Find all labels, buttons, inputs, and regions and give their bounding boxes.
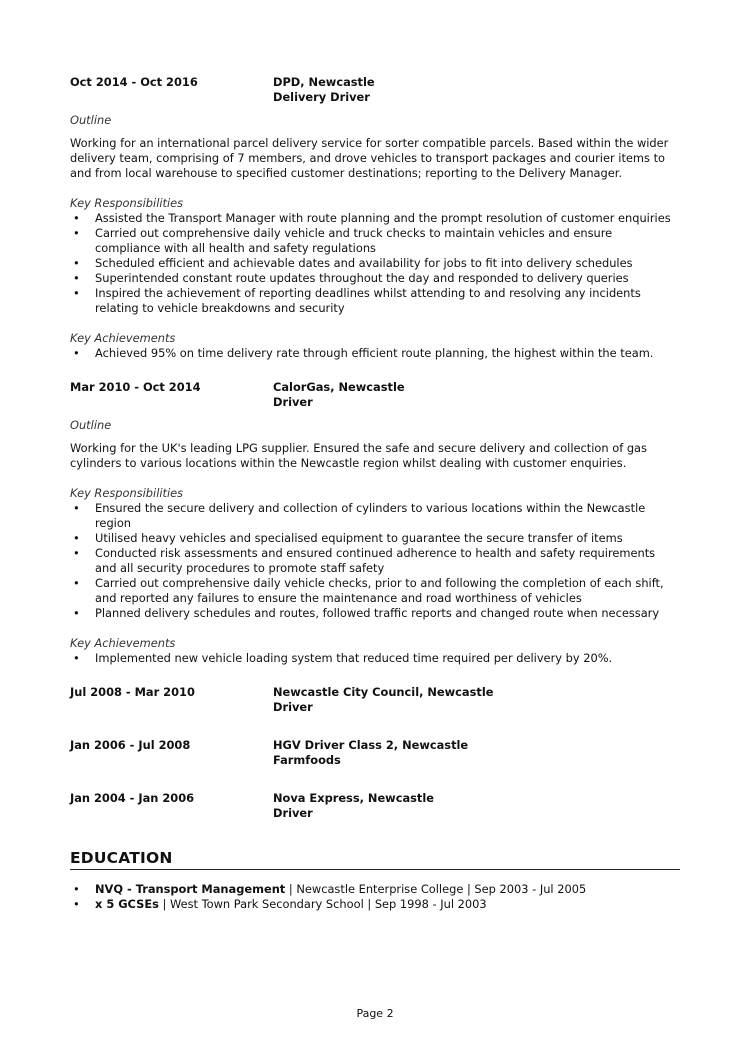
- responsibilities-label: Key Responsibilities: [70, 486, 184, 500]
- achievements-label: Key Achievements: [70, 331, 176, 345]
- role-dates: Mar 2010 - Oct 2014: [70, 380, 201, 394]
- qualification-details: | West Town Park Secondary School | Sep 1998 - Jul 2003: [158, 897, 487, 911]
- achievements-list: [70, 651, 680, 666]
- role-title: Farmfoods: [273, 753, 341, 767]
- education-list: [70, 882, 680, 912]
- list-item: • Implemented new vehicle loading system that reduced time required per delivery by 20%.: [70, 651, 680, 666]
- list-item: • Planned delivery schedules and routes, followed traffic reports and changed route when necessary: [70, 606, 680, 621]
- role-section-short: [70, 685, 680, 715]
- list-item: • Superintended constant route updates throughout the day and responded to delivery queries: [70, 271, 680, 286]
- role-header: [70, 380, 680, 410]
- list-item: • Conducted risk assessments and ensured continued adherence to health and safety requirements and all security procedures to promote staff safety: [70, 546, 680, 576]
- role-header: [70, 738, 680, 768]
- responsibilities-label: Key Responsibilities: [70, 196, 184, 210]
- list-item: [70, 882, 680, 897]
- responsibilities-list: [70, 501, 680, 621]
- list-item: • Achieved 95% on time delivery rate through efficient route planning, the highest within the team.: [70, 346, 680, 361]
- list-item: • Ensured the secure delivery and collection of cylinders to various locations within the Newcastle region: [70, 501, 680, 531]
- role-header: [70, 75, 680, 105]
- list-item: • Scheduled efficient and achievable dates and availability for jobs to fit into delivery schedules: [70, 256, 680, 271]
- role-header: [70, 685, 680, 715]
- outline-label: Outline: [70, 113, 112, 127]
- list-item: • Assisted the Transport Manager with route planning and the prompt resolution of customer enquiries: [70, 211, 680, 226]
- role-employer: HGV Driver Class 2, Newcastle: [273, 738, 469, 752]
- role-employer: Newcastle City Council, Newcastle: [273, 685, 494, 699]
- role-dates: Jan 2004 - Jan 2006: [70, 791, 195, 805]
- resume-page-content: [70, 75, 680, 912]
- qualification-name: x 5 GCSEs: [95, 897, 159, 911]
- education-section: [70, 851, 680, 912]
- list-item: • Carried out comprehensive daily vehicle and truck checks to maintain vehicles and ensure compliance with all health and safety regulations: [70, 226, 680, 256]
- role-section-short: [70, 791, 680, 821]
- list-item: [70, 897, 680, 912]
- list-item: • Carried out comprehensive daily vehicle checks, prior to and following the completion of each shift, and reported any failures to ensure the maintenance and road worthiness of vehicles: [70, 576, 680, 606]
- role-dates: Oct 2014 - Oct 2016: [70, 75, 198, 89]
- page-number: Page 2: [356, 1007, 394, 1020]
- role-title: Driver: [273, 806, 313, 820]
- role-section-short: [70, 738, 680, 768]
- achievements-list: [70, 346, 680, 361]
- qualification-details: | Newcastle Enterprise College | Sep 2003 - Jul 2005: [285, 882, 587, 896]
- achievements-label: Key Achievements: [70, 636, 176, 650]
- role-outline: Working for an international parcel delivery service for sorter compatible parcels. Based within the wider delivery team, comprising of 7 members, and drove vehicles to transport packages and courier items to and from local warehouse to specified customer destinations; reporting to the Delivery Manager.: [70, 136, 669, 180]
- role-section: [70, 380, 680, 666]
- role-dates: Jul 2008 - Mar 2010: [70, 685, 195, 699]
- section-heading-education: EDUCATION: [70, 851, 680, 870]
- list-item: • Inspired the achievement of reporting deadlines whilst attending to and resolving any incidents relating to vehicle breakdowns and security: [70, 286, 680, 316]
- role-employer: CalorGas, Newcastle: [273, 380, 405, 394]
- role-title: Driver: [273, 700, 313, 714]
- list-item: • Utilised heavy vehicles and specialised equipment to guarantee the secure transfer of items: [70, 531, 680, 546]
- role-employer: Nova Express, Newcastle: [273, 791, 434, 805]
- role-header: [70, 791, 680, 821]
- role-dates: Jan 2006 - Jul 2008: [70, 738, 191, 752]
- role-title: Delivery Driver: [273, 90, 370, 104]
- responsibilities-list: [70, 211, 680, 316]
- role-section: [70, 75, 680, 361]
- outline-label: Outline: [70, 418, 112, 432]
- role-outline: Working for the UK's leading LPG supplier. Ensured the safe and secure delivery and collection of gas cylinders to various locations within the Newcastle region whilst dealing with customer enquiries.: [70, 441, 647, 470]
- role-employer: DPD, Newcastle: [273, 75, 375, 89]
- role-title: Driver: [273, 395, 313, 409]
- qualification-name: NVQ - Transport Management: [95, 882, 286, 896]
